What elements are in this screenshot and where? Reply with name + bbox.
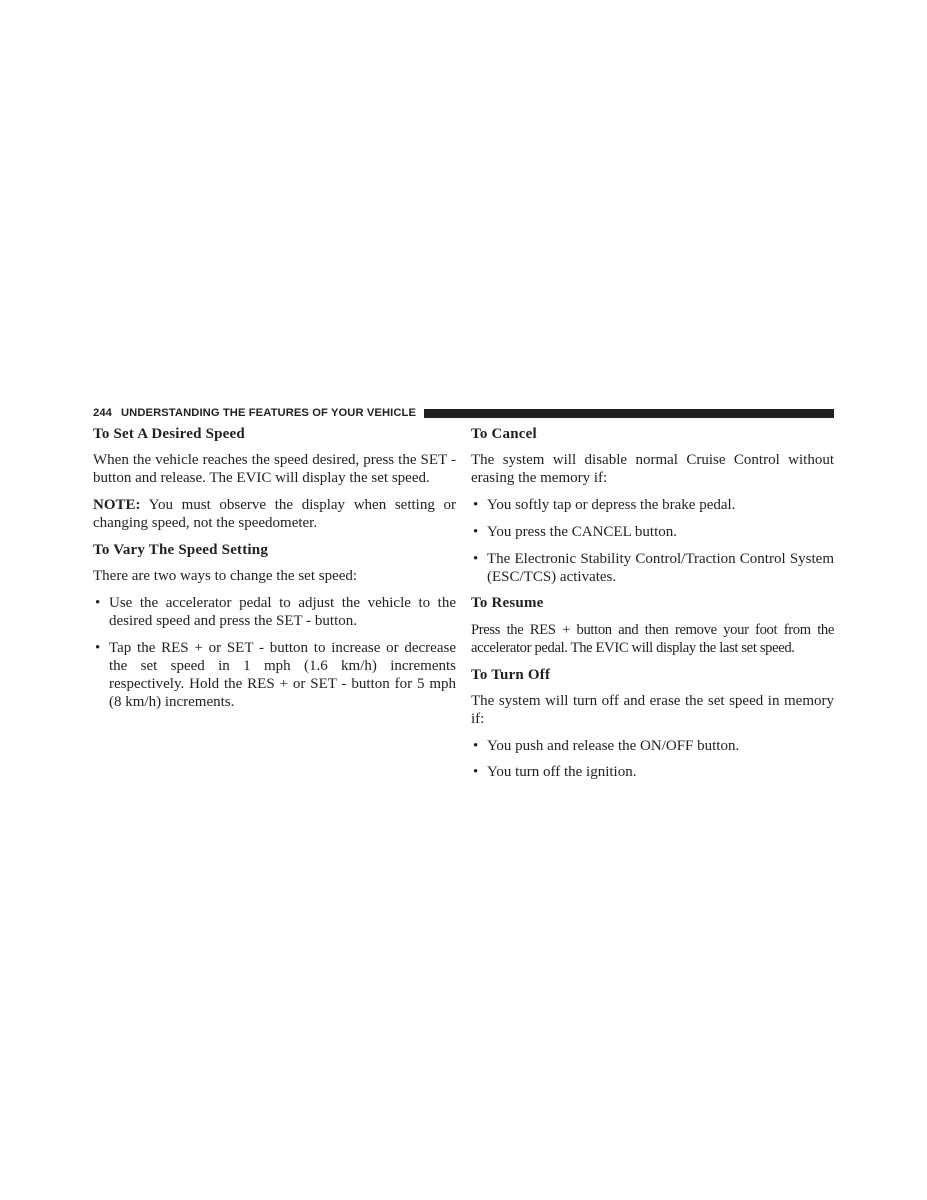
- header-rule: [424, 409, 834, 418]
- list-item: [471, 763, 834, 781]
- para-resume: Press the RES + button and then remove your foot from the accelerator pedal. The EVIC will display the last set speed.: [471, 621, 834, 656]
- heading-resume: To Resume: [471, 595, 544, 612]
- left-column: [93, 425, 456, 720]
- right-column: [471, 425, 834, 790]
- list-item: [471, 737, 834, 755]
- list-item: [93, 639, 456, 712]
- list-item: [471, 523, 834, 541]
- bullet-glyph: •: [473, 497, 479, 514]
- para-vary-intro: There are two ways to change the set speed:: [93, 568, 358, 585]
- bullet-glyph: •: [473, 764, 479, 781]
- section-title: UNDERSTANDING THE FEATURES OF YOUR VEHICLE: [120, 407, 417, 419]
- cancel-list: [471, 496, 834, 586]
- list-item: [93, 594, 456, 630]
- bullet-glyph: •: [473, 737, 479, 754]
- list-item-text: You push and release the ON/OFF button.: [487, 737, 740, 754]
- list-item-text: You press the CANCEL button.: [487, 523, 678, 540]
- running-head: [93, 405, 834, 421]
- list-item-text: Use the accelerator pedal to adjust the vehicle to the desired speed and press the SET - button.: [109, 594, 456, 630]
- list-item-text: Tap the RES + or SET - button to increase or decrease the set speed in 1 mph (1.6 km/h) increments respectively. Hold the RES + or SET - button for 5 mph (8 km/h) increments.: [109, 639, 456, 711]
- vary-speed-list: [93, 594, 456, 712]
- note-paragraph: [93, 496, 456, 532]
- para-turn-off-intro: The system will turn off and erase the set speed in memory if:: [471, 692, 834, 727]
- note-text: You must observe the display when setting or changing speed, not the speedometer.: [93, 497, 456, 532]
- heading-turn-off: To Turn Off: [471, 666, 551, 683]
- bullet-glyph: •: [473, 550, 479, 567]
- bullet-glyph: •: [95, 639, 101, 656]
- list-item-text: You turn off the ignition.: [487, 764, 637, 781]
- para-set-speed: When the vehicle reaches the speed desired, press the SET - button and release. The EVIC will display the set speed.: [93, 452, 456, 487]
- page-number: 244: [93, 407, 112, 419]
- bullet-glyph: •: [95, 594, 101, 611]
- list-item-text: You softly tap or depress the brake pedal.: [487, 497, 736, 514]
- heading-vary-speed: To Vary The Speed Setting: [93, 542, 269, 559]
- turn-off-list: [471, 737, 834, 782]
- list-item-text: The Electronic Stability Control/Traction Control System (ESC/TCS) activates.: [487, 550, 834, 585]
- heading-cancel: To Cancel: [471, 426, 537, 442]
- list-item: [471, 550, 834, 586]
- list-item: [471, 496, 834, 514]
- bullet-glyph: •: [473, 523, 479, 540]
- heading-set-speed: To Set A Desired Speed: [93, 426, 245, 442]
- para-cancel-intro: The system will disable normal Cruise Control without erasing the memory if:: [471, 452, 834, 487]
- note-label: NOTE:: [93, 497, 141, 514]
